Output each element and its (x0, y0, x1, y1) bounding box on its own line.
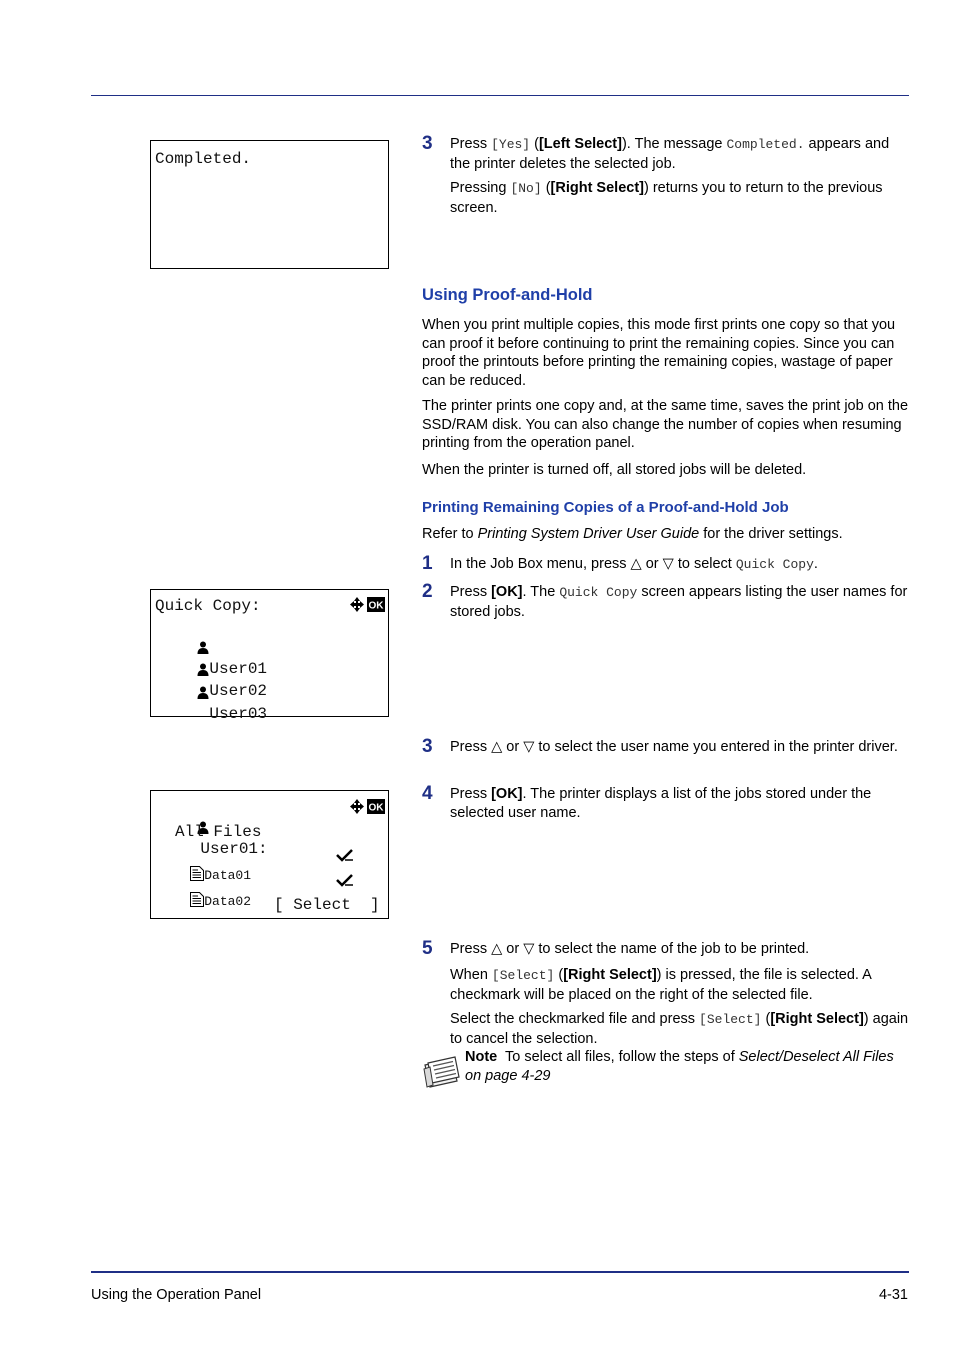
lcd-message: Completed. (155, 150, 252, 168)
step-text: Press [OK]. The Quick Copy screen appears listing the user names for stored jobs. (450, 584, 908, 620)
page-number: 4-31 (878, 1287, 908, 1303)
navigation-ok-icon (348, 798, 386, 815)
step-text-secondary: When [Select] ([Right Select]) is pressed, the file is selected. A checkmark will be placed on the right of the selected file. (450, 967, 872, 1003)
step-text: Press [OK]. The printer displays a list of the jobs stored under the selected user name. (450, 786, 872, 821)
lcd-list-item: User03 (159, 664, 267, 744)
step-number: 3 (422, 736, 433, 757)
step-text: Press △ or ▽ to select the user name you entered in the printer driver. (450, 739, 898, 755)
step-number: 1 (422, 553, 433, 574)
footer-rule (91, 1271, 909, 1273)
lcd-list-item: User01 (159, 619, 267, 699)
navigation-ok-icon (348, 596, 386, 613)
section-paragraph: The printer prints one copy and, at the same time, saves the print job on the SSD/RAM disk. You can also change the number of copies when resuming printing from the operation panel. (422, 398, 909, 451)
step-text-secondary: Pressing [No] ([Right Select]) returns you to return to the previous screen. (450, 180, 883, 216)
document-icon (190, 892, 204, 907)
section-title: Using Proof-and-Hold (422, 286, 593, 304)
lcd-file-row: Data01 (159, 846, 251, 906)
footer-section-title: Using the Operation Panel (91, 1287, 262, 1303)
step-text: Press [Yes] ([Left Select]). The message Completed. appears and the printer deletes the selected job. (450, 136, 890, 172)
step-number: 5 (422, 938, 433, 959)
subsection-title: Printing Remaining Copies of a Proof-and-Hold Job (422, 499, 789, 516)
lcd-title: User01: (159, 799, 268, 879)
lcd-softkey-select: [ Select ] (274, 896, 380, 914)
section-paragraph: When you print multiple copies, this mode first prints one copy so that you can proof it before continuing to print the remaining copies. Since you can proof the printouts before printing the remaining copies, wastage of paper can be reduced. (422, 317, 896, 389)
lcd-screen-completed (150, 140, 389, 269)
note-icon (422, 1055, 460, 1089)
lcd-screen-user-files (150, 790, 389, 919)
lcd-screen-quick-copy (150, 589, 389, 723)
note-text: Note To select all files, follow the steps of Select/Deselect All Files on page 4-29 (465, 1049, 894, 1084)
checkmark-icon (336, 873, 354, 887)
step-text-secondary: Select the checkmarked file and press [Select] ([Right Select]) again to cancel the selection. (450, 1011, 909, 1047)
user-icon (197, 686, 209, 699)
lcd-file-row: Data02 (159, 872, 251, 932)
step-number: 2 (422, 581, 433, 602)
step-number: 4 (422, 783, 433, 804)
lcd-list-item: User02 (159, 641, 267, 721)
checkmark-icon (336, 848, 354, 862)
section-paragraph: When the printer is turned off, all stored jobs will be deleted. (422, 462, 807, 478)
step-text: In the Job Box menu, press △ or ▽ to select Quick Copy. (450, 556, 818, 572)
svg-text:OK: OK (368, 802, 384, 814)
svg-text:OK: OK (368, 600, 384, 612)
lcd-subtitle: All Files (175, 823, 262, 841)
step-number: 3 (422, 133, 433, 154)
lcd-title: Quick Copy: (155, 597, 261, 615)
step-text: Press △ or ▽ to select the name of the job to be printed. (450, 941, 810, 957)
refer-text: Refer to Printing System Driver User Guide for the driver settings. (422, 526, 843, 542)
header-rule (91, 95, 909, 96)
